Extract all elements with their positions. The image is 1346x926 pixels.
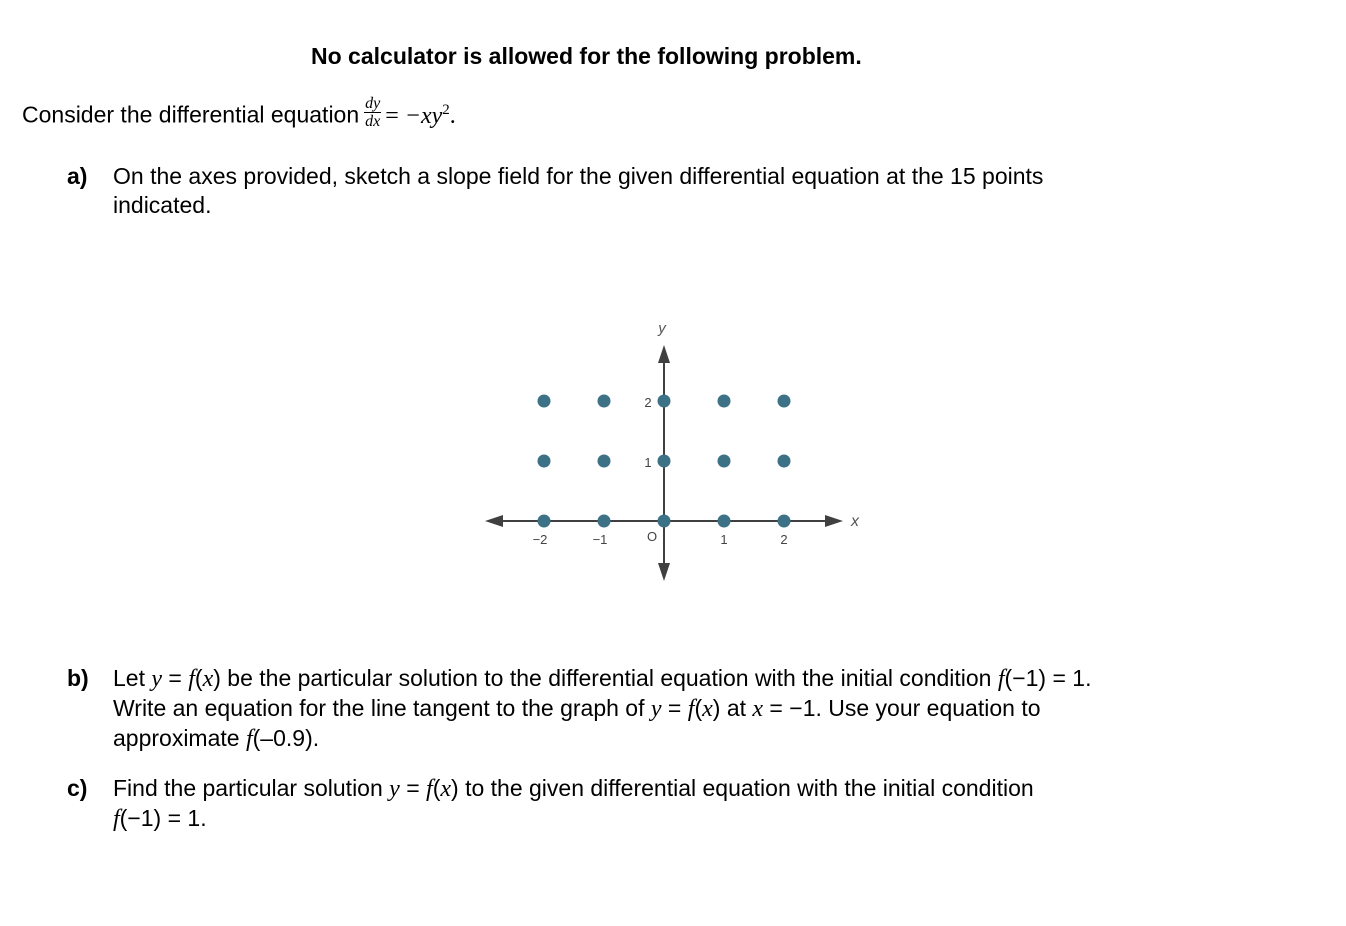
text-run: = bbox=[661, 695, 688, 721]
text-run: ) be the particular solution to the differential equation with the initial condition bbox=[213, 665, 998, 691]
x-tick-label: −2 bbox=[532, 532, 548, 547]
math-var: f bbox=[426, 776, 433, 802]
math-var: x bbox=[202, 666, 214, 692]
text-run: Let bbox=[113, 665, 152, 691]
part-b-text bbox=[113, 664, 1091, 754]
part-a-line1: On the axes provided, sketch a slope field for the given differential equation at the 15 points bbox=[113, 163, 1044, 189]
text-run: (−1) = 1. bbox=[119, 805, 207, 831]
part-c-line1 bbox=[113, 774, 1034, 804]
text-run: ( bbox=[694, 695, 703, 721]
text-run: ) to the given differential equation with the initial condition bbox=[451, 775, 1034, 801]
origin-label: O bbox=[646, 529, 658, 544]
rhs-expression: −xy bbox=[404, 102, 443, 129]
text-run: ( bbox=[194, 665, 203, 691]
part-c-text bbox=[113, 774, 1034, 834]
rhs-period: . bbox=[449, 102, 456, 129]
part-b-line2 bbox=[113, 694, 1091, 724]
intro-text: Consider the differential equation bbox=[22, 101, 360, 128]
grid-point bbox=[598, 395, 611, 408]
y-tick-label: 2 bbox=[644, 395, 652, 410]
math-var: f bbox=[245, 726, 253, 752]
x-tick-label: 1 bbox=[720, 532, 728, 547]
grid-point bbox=[658, 455, 671, 468]
y-axis-up-arrow bbox=[658, 345, 670, 363]
grid-point bbox=[598, 455, 611, 468]
math-var: f bbox=[997, 666, 1005, 692]
math-var: y bbox=[389, 776, 400, 802]
text-run: = bbox=[162, 665, 189, 691]
part-b-line3 bbox=[113, 724, 1091, 754]
part-a-label: a) bbox=[67, 163, 88, 189]
part-c-line2 bbox=[113, 804, 1034, 834]
grid-point bbox=[778, 515, 791, 528]
text-run: Find the particular solution bbox=[113, 775, 390, 801]
x-axis-right-arrow bbox=[825, 515, 843, 527]
math-var: f bbox=[113, 806, 120, 832]
part-b-label: b) bbox=[67, 665, 89, 691]
grid-point bbox=[658, 515, 671, 528]
math-var: y bbox=[151, 666, 163, 692]
x-tick-label: 2 bbox=[780, 532, 788, 547]
math-var: f bbox=[687, 696, 695, 722]
derivative-denominator: dx bbox=[365, 113, 381, 130]
text-run: Write an equation for the line tangent to the graph of bbox=[113, 695, 651, 721]
text-run: approximate bbox=[113, 725, 246, 751]
y-axis-label: y bbox=[658, 320, 666, 337]
grid-point bbox=[718, 395, 731, 408]
grid-point bbox=[598, 515, 611, 528]
text-run: = −1. Use your equation to bbox=[763, 695, 1041, 721]
y-axis-down-arrow bbox=[658, 563, 670, 581]
grid-point bbox=[658, 395, 671, 408]
math-var: x bbox=[440, 776, 452, 802]
x-tick-label: −1 bbox=[592, 532, 608, 547]
text-run: (−1) = 1. bbox=[1004, 665, 1092, 691]
part-a-line2: indicated. bbox=[113, 192, 212, 218]
derivative-numerator: dy bbox=[365, 95, 381, 112]
math-var: y bbox=[650, 696, 662, 722]
part-b-line1 bbox=[113, 664, 1091, 694]
text-run: ( bbox=[432, 775, 441, 801]
math-var: f bbox=[188, 666, 195, 692]
part-c-label: c) bbox=[67, 775, 88, 801]
notice-heading: No calculator is allowed for the following problem. bbox=[311, 43, 862, 69]
grid-point bbox=[538, 515, 551, 528]
x-axis-label: x bbox=[851, 513, 859, 530]
math-var: x bbox=[752, 696, 764, 722]
grid-point bbox=[718, 515, 731, 528]
x-axis-left-arrow bbox=[485, 515, 503, 527]
rhs-exponent: 2 bbox=[442, 101, 450, 118]
text-run: = bbox=[399, 775, 427, 801]
grid-point bbox=[538, 455, 551, 468]
y-tick-label: 1 bbox=[644, 455, 652, 470]
grid-point bbox=[538, 395, 551, 408]
text-run: (–0.9). bbox=[252, 725, 320, 751]
math-var: x bbox=[702, 696, 713, 722]
grid-point bbox=[778, 395, 791, 408]
text-run: ) at bbox=[712, 695, 753, 721]
grid-point bbox=[718, 455, 731, 468]
equals-sign: = bbox=[385, 102, 399, 129]
grid-point bbox=[778, 455, 791, 468]
